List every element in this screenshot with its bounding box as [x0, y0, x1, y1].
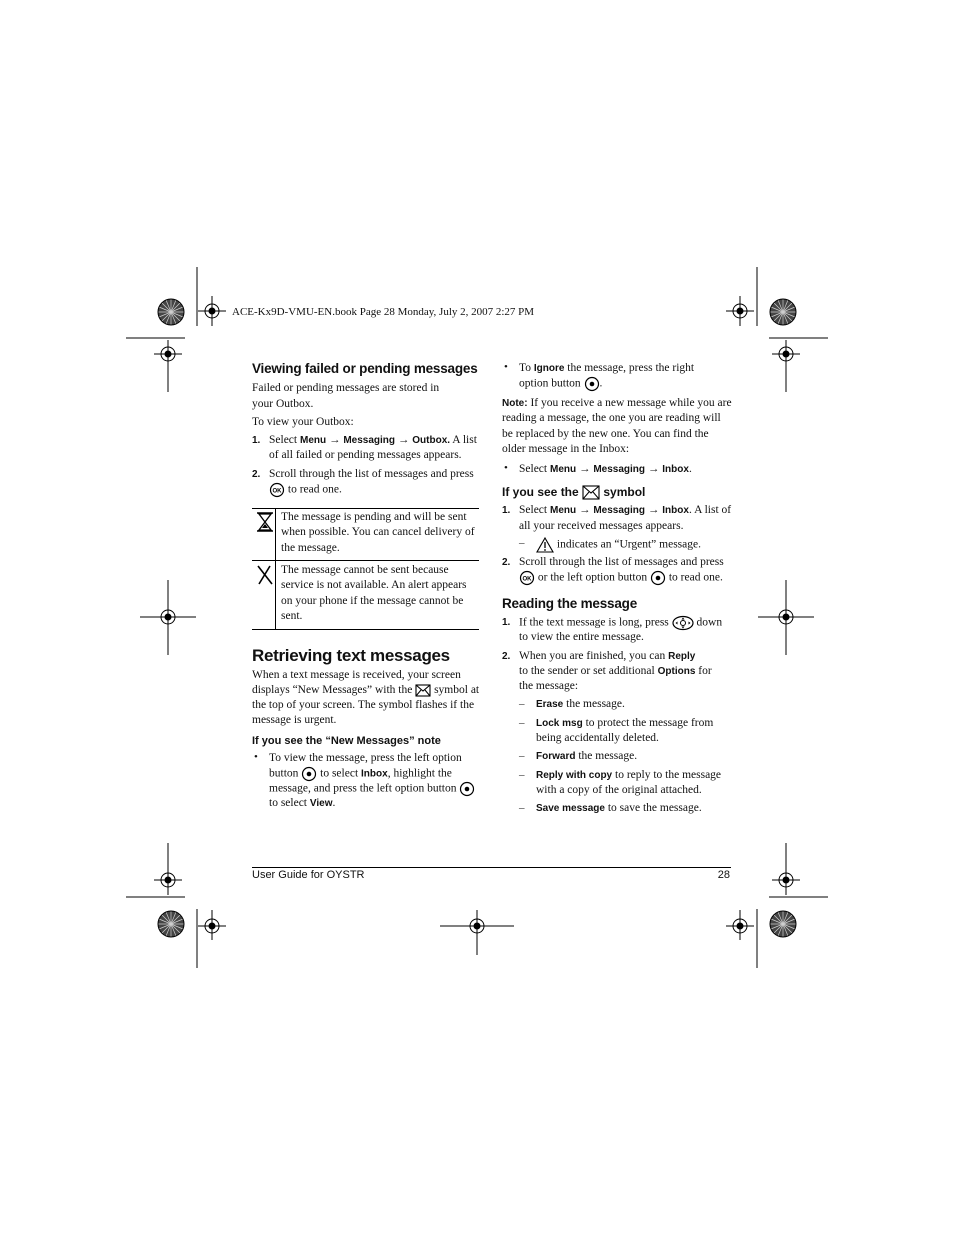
table-row-rule	[252, 560, 479, 561]
step-1-line-2: of all failed or pending messages appears.	[269, 449, 462, 461]
step-2-line-1: Scroll through the list of messages and press	[269, 468, 474, 480]
table-column-rule	[275, 508, 276, 629]
reading-step-2-line-3: the message:	[519, 680, 579, 692]
note-line-1: Note: If you receive a new message while you are	[502, 397, 732, 409]
table-top-rule	[252, 508, 479, 509]
symbol-step-1-line-2: all your received messages appears.	[519, 520, 684, 532]
step-number: 1.	[502, 505, 511, 516]
heading-envelope-symbol: If you see the symbol	[502, 485, 646, 499]
bullet: •	[504, 462, 508, 474]
list-item: Lock msg to protect the message from	[536, 717, 714, 729]
note-line-2: reading a message, the one you are reading will	[502, 412, 721, 424]
table-row: The message is pending and will be sent when possible. You can cancel delivery of the message.	[281, 511, 475, 554]
svg-text:OK: OK	[272, 488, 282, 495]
book-header: ACE-Kx9D-VMU-EN.book Page 28 Monday, July 2, 2007 2:27 PM	[232, 306, 535, 318]
step-number: 2.	[252, 469, 261, 480]
bullet-line-4: to select View.	[269, 797, 336, 809]
retrieving-line-2: displays “New Messages” with the symbol at	[252, 684, 480, 696]
retrieving-line-3: the top of your screen. The symbol flashes if the	[252, 699, 475, 711]
list-item-continued: with a copy of the original attached.	[536, 784, 702, 796]
heading-reading-message: Reading the message	[502, 596, 637, 611]
navigation-key-icon	[672, 615, 694, 631]
note-line-4: older message in the Inbox:	[502, 443, 630, 455]
dash: –	[519, 802, 525, 814]
ok-key-icon	[519, 570, 535, 586]
table-row: The message cannot be sent because service is not available. An alert appears on your phone if the message cannot be sent.	[281, 564, 467, 623]
left-option-button-icon	[301, 766, 317, 782]
paragraph-stored-2: your Outbox.	[252, 398, 314, 410]
list-item-continued: being accidentally deleted.	[536, 732, 659, 744]
ignore-line-1: To Ignore the message, press the right	[519, 362, 695, 374]
footer-title: User Guide for OYSTR	[252, 869, 365, 881]
heading-viewing-messages: Viewing failed or pending messages	[252, 361, 478, 376]
step-number: 2.	[502, 651, 511, 662]
urgent-warning-icon	[536, 537, 554, 553]
right-option-button-icon	[584, 376, 600, 392]
urgent-line: indicates an “Urgent” message.	[536, 537, 701, 553]
failed-x-icon	[256, 564, 274, 586]
reading-step-2-line-2: to the sender or set additional Options for	[519, 665, 712, 677]
symbol-step-2-line-2: OK or the left option button to read one.	[519, 570, 723, 586]
page-number: 28	[717, 869, 730, 881]
select-inbox-line: Select Menu → Messaging → Inbox.	[519, 463, 692, 475]
step-2-line-2: OK to read one.	[269, 482, 342, 498]
ignore-line-2: option button .	[519, 376, 602, 392]
left-option-button-icon	[459, 781, 475, 797]
envelope-icon	[415, 684, 431, 697]
dash: –	[519, 769, 525, 781]
table-bottom-rule	[252, 629, 479, 630]
list-item: Save message to save the message.	[536, 802, 702, 814]
svg-text:OK: OK	[522, 576, 532, 583]
step-number: 2.	[502, 557, 511, 568]
bullet-line-1: To view the message, press the left option	[269, 752, 462, 764]
left-option-button-icon	[650, 570, 666, 586]
step-number: 1.	[252, 435, 261, 446]
reading-step-1-line-1: If the text message is long, press down	[519, 615, 722, 631]
footer-rule	[252, 867, 731, 868]
bullet-line-2: button to select Inbox, highlight the	[269, 766, 452, 782]
heading-new-messages-note: If you see the “New Messages” note	[252, 735, 441, 747]
dash: –	[519, 698, 525, 710]
bullet-line-3: message, and press the left option button	[269, 781, 475, 797]
step-number: 1.	[502, 617, 511, 628]
retrieving-line-4: message is urgent.	[252, 714, 337, 726]
paragraph-stored-1: Failed or pending messages are stored in	[252, 382, 440, 394]
bullet: •	[254, 751, 258, 763]
envelope-icon	[582, 485, 600, 500]
ok-key-icon	[269, 482, 285, 498]
heading-retrieving: Retrieving text messages	[252, 646, 450, 665]
reading-step-1-line-2: to view the entire message.	[519, 631, 644, 643]
hourglass-icon	[256, 512, 274, 532]
reading-step-2-line-1: When you are finished, you can Reply	[519, 650, 696, 662]
dash: –	[519, 717, 525, 729]
note-line-3: be replaced by the new one. You can find the	[502, 428, 709, 440]
dash: –	[519, 537, 525, 549]
symbol-step-1-line-1: Select Menu → Messaging → Inbox. A list of	[519, 504, 732, 516]
list-item: Erase the message.	[536, 698, 625, 710]
list-item: Forward the message.	[536, 750, 638, 762]
step-1-line-1: Select Menu → Messaging → Outbox. A list	[269, 434, 477, 446]
dash: –	[519, 750, 525, 762]
bullet: •	[504, 361, 508, 373]
symbol-step-2-line-1: Scroll through the list of messages and press	[519, 556, 724, 568]
retrieving-line-1: When a text message is received, your screen	[252, 669, 461, 681]
paragraph-to-view: To view your Outbox:	[252, 416, 354, 428]
list-item: Reply with copy to reply to the message	[536, 769, 722, 781]
